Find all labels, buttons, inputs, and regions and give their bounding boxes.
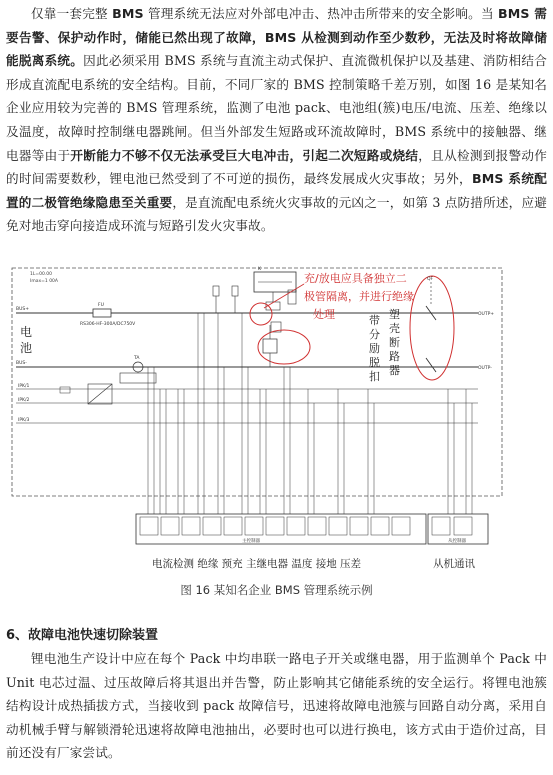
mccb-label — [389, 308, 400, 377]
bold-run: BMS 系统配置的二极管绝缘隐患至关重要 — [6, 171, 548, 210]
bold-run: BMS 需要告警、保护动作时，储能已然出现了故障，BMS 从检测到动作至少数秒，无法及时将故障储能脱离系统。 — [6, 6, 547, 69]
shunt-trip-label — [369, 313, 380, 383]
figure-caption: 图 16 某知名企业 BMS 管理系统示例 — [180, 583, 373, 597]
text-run: 管理系统无法应对外部电冲击、热冲击所带来的安全影响。当 — [147, 6, 494, 21]
red-annotation-line: 充/放电应具备独立二 — [304, 272, 407, 285]
text-run: ，是直流配电系统火灾事故的元凶之一，如第 3 点防措所述，应避免对地击穿向接造成环流与短路引发火灾事故。 — [6, 194, 548, 234]
tiny-label: RS306-HF-300A/DC750V — [80, 322, 136, 327]
battery-label: 电 — [20, 325, 33, 339]
tiny-label: FU — [98, 303, 104, 308]
bold-run: 开断能力不够不仅无法承受巨大电冲击，引起二次短路或烧结 — [70, 147, 419, 163]
wiring-bundle — [148, 313, 472, 514]
paragraph-fast-removal: 锂电池生产设计中应在每个 Pack 中均串联一路电子开关或继电器，用于监测单个 Pack 中 Unit 电芯过温、过压故障后将其退出并告警，防止影响其它储能系统的安全运行。将锂电池簇结构设计成热插拔方式，当接收到 pack 故障信号，迅速将故障电池簇与回路自动分离，采用自动机械手臂与解锁滑轮迅速将故障电池抽出，必要时也可以进行换电，该方式由于造价过高，目前还没有厂家尝试。 — [6, 651, 547, 761]
function-labels: 电流检测 绝缘 预充 主继电器 温度 接地 压差 — [152, 558, 362, 570]
text-run: 因此必须采用 BMS 系统与直流主动式保护、直流微机保护以及基建、消防相结合形成直流配电系统的安全结构。目前，不同厂家的 BMS 控制策略千差万别，如图 16 是某知名企业应用较为完善的 BMS 管理系统，监测了电池 pack、电池组(簇)电压/电流、压差、绝缘以及温度，故障时控制继电器跳闸。但当外部发生短路或环流故障时，BMS 系统中的接触器、继电器等由于 — [6, 53, 548, 163]
tiny-label: Imax=1 00A — [30, 279, 58, 284]
vertical-char: 分 — [369, 328, 380, 341]
vertical-char: 扣 — [369, 370, 380, 383]
text-run: ，且从检测到报警动作的时间需要数秒，锂电池已然受到了不可逆的损伤，最终发展成火灾事故；另外， — [6, 147, 547, 187]
red-annotation-line: 极管隔离，并进行绝缘 — [304, 290, 414, 303]
tiny-label: BUS- — [16, 361, 27, 366]
tiny-label: 从控制器 — [448, 539, 466, 544]
text-run: 仅靠一套完整 — [31, 6, 108, 21]
breaker-contact-bottom — [426, 358, 436, 372]
vertical-char: 脱 — [369, 356, 380, 369]
frame-border — [12, 268, 502, 496]
tiny-label: OUTP- — [478, 366, 492, 371]
vertical-char: 塑 — [389, 308, 400, 321]
vertical-char: 断 — [389, 336, 400, 349]
tiny-label: K — [258, 267, 261, 272]
paragraph-bms-safety — [6, 2, 547, 238]
tiny-label: IPK/3 — [18, 418, 30, 423]
red-annotation-line: 处理 — [313, 308, 335, 321]
tiny-label: QF — [427, 277, 434, 282]
vertical-char: 带 — [369, 314, 380, 327]
bold-run: BMS — [112, 6, 144, 21]
tiny-label: TA — [134, 356, 140, 361]
tiny-label: OUTP+ — [478, 312, 495, 317]
tiny-label: IPK/2 — [18, 398, 30, 403]
tiny-label: BUS+ — [16, 307, 30, 312]
main-controller — [136, 514, 426, 544]
vertical-char: 路 — [389, 350, 400, 363]
fuse-symbol — [93, 309, 111, 317]
battery-label: 池 — [20, 341, 33, 355]
tiny-label: IPK/1 — [18, 384, 30, 389]
bms-schematic-figure — [8, 262, 545, 576]
schematic-svg — [8, 262, 545, 576]
section-heading: 6、故障电池快速切除装置 — [6, 628, 159, 643]
vertical-char: 励 — [369, 342, 380, 355]
tiny-label: 1L=00.00 — [30, 272, 53, 277]
vertical-char: 壳 — [389, 322, 400, 335]
tiny-label: 主控制器 — [242, 539, 260, 544]
vertical-char: 器 — [389, 364, 400, 377]
comm-label: 从机通讯 — [433, 558, 475, 570]
